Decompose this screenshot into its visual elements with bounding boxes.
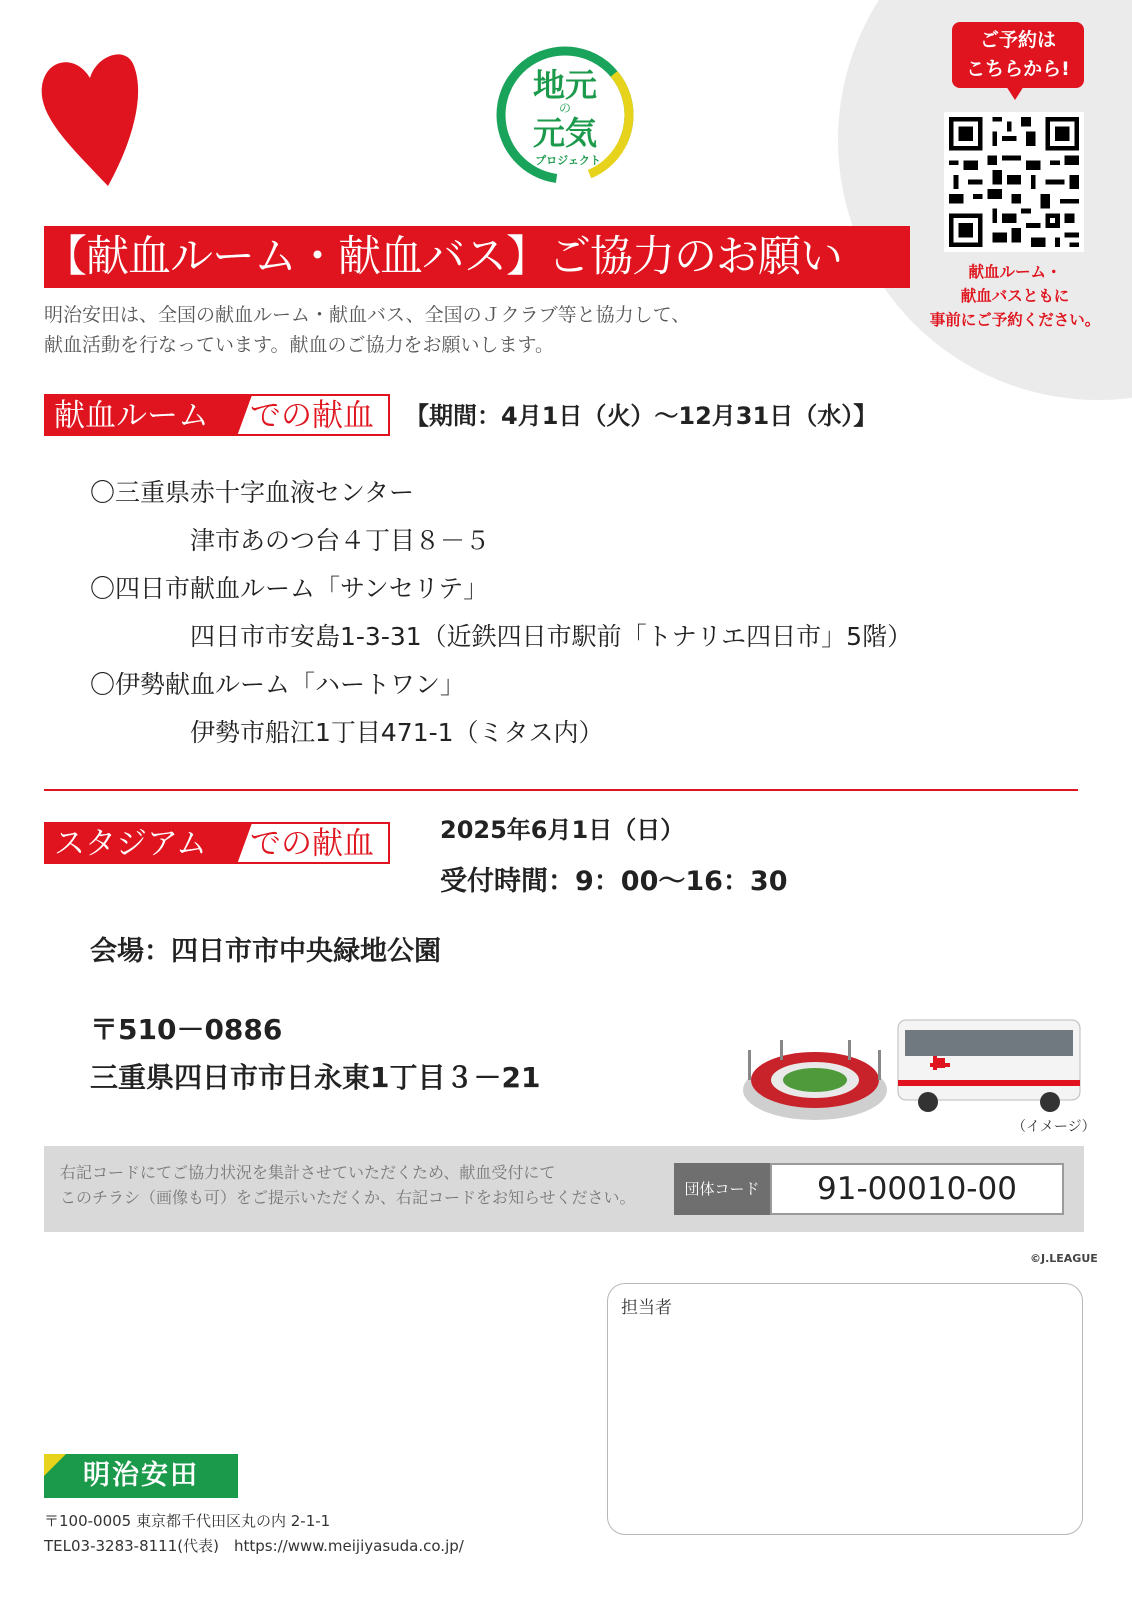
stadium-and-bus-illustration — [740, 1010, 1100, 1130]
image-note: （イメージ） — [1012, 1119, 1096, 1135]
room-tag-white-text: での献血 — [250, 398, 374, 434]
stadium-tag-red-text: スタジアム — [46, 824, 232, 864]
location-name: 〇伊勢献血ルーム「ハートワン」 — [90, 670, 466, 699]
project-logo — [490, 40, 640, 190]
section-divider — [44, 789, 1078, 791]
location-address: 伊勢市船江1丁目471-1（ミタス内） — [190, 718, 604, 747]
code-instructions: 右記コードにてご協力状況を集計させていただくため、献血受付にて このチラシ（画像も可）をご提示いただくか、右記コードをお知らせください。 — [60, 1163, 636, 1207]
room-period: 【期間：4月1日（火）～12月31日（水）】 — [405, 402, 878, 430]
reserve-note: 献血ルーム・ 献血バスともに 事前にご予約ください。 — [929, 263, 1101, 329]
stadium-postal-code: 〒510－0886 — [90, 1013, 283, 1046]
logo-text-1: 地元 — [532, 66, 598, 104]
location-name: 〇四日市献血ルーム「サンセリテ」 — [90, 574, 489, 603]
stadium-reception-time: 受付時間：9：00～16：30 — [440, 866, 788, 897]
location-address: 四日市市安島1-3-31（近鉄四日市駅前「トナリエ四日市」5階） — [190, 622, 913, 651]
copyright: ©J.LEAGUE — [1030, 1252, 1098, 1265]
qr-code[interactable] — [944, 112, 1084, 252]
brand-name: 明治安田 — [83, 1460, 199, 1491]
company-contact: TEL03-3283-8111(代表) https://www.meijiyasuda.co.jp/ — [44, 1537, 464, 1555]
staff-box — [607, 1283, 1083, 1535]
location-name: 〇三重県赤十字血液センター — [90, 478, 415, 507]
blood-bus-illustration — [898, 1020, 1080, 1112]
stadium-date: 2025年6月1日（日） — [440, 816, 685, 844]
intro-text: 明治安田は、全国の献血ルーム・献血バス、全国のＪクラブ等と協力して、 献血活動を行なっています。献血のご協力をお願いします。 — [44, 304, 691, 356]
group-code-label: 団体コード — [674, 1163, 770, 1215]
room-section-tag — [44, 394, 390, 436]
location-address: 津市あのつ台４丁目８－５ — [190, 526, 491, 555]
stadium-venue: 会場：四日市市中央緑地公園 — [90, 936, 441, 967]
stadium-illustration — [743, 1040, 887, 1120]
reserve-bubble: ご予約は こちらから! — [952, 22, 1084, 88]
room-tag-red-text: 献血ルーム — [46, 396, 232, 436]
reserve-bubble-tail — [1006, 86, 1024, 100]
stadium-section-tag — [44, 822, 390, 864]
heart-icon — [30, 36, 160, 196]
logo-text-4: プロジェクト — [535, 154, 601, 167]
logo-text-2: の — [558, 101, 572, 115]
logo-text-3: 元気 — [532, 114, 598, 152]
staff-label: 担当者 — [621, 1298, 672, 1318]
stadium-address: 三重県四日市市日永東1丁目３－21 — [90, 1061, 541, 1094]
stadium-tag-white-text: での献血 — [250, 826, 374, 862]
group-code-value: 91-00010-00 — [770, 1163, 1064, 1215]
page-title: 【献血ルーム・献血バス】ご協力のお願い — [44, 232, 842, 282]
company-address: 〒100-0005 東京都千代田区丸の内 2-1-1 — [44, 1512, 331, 1530]
